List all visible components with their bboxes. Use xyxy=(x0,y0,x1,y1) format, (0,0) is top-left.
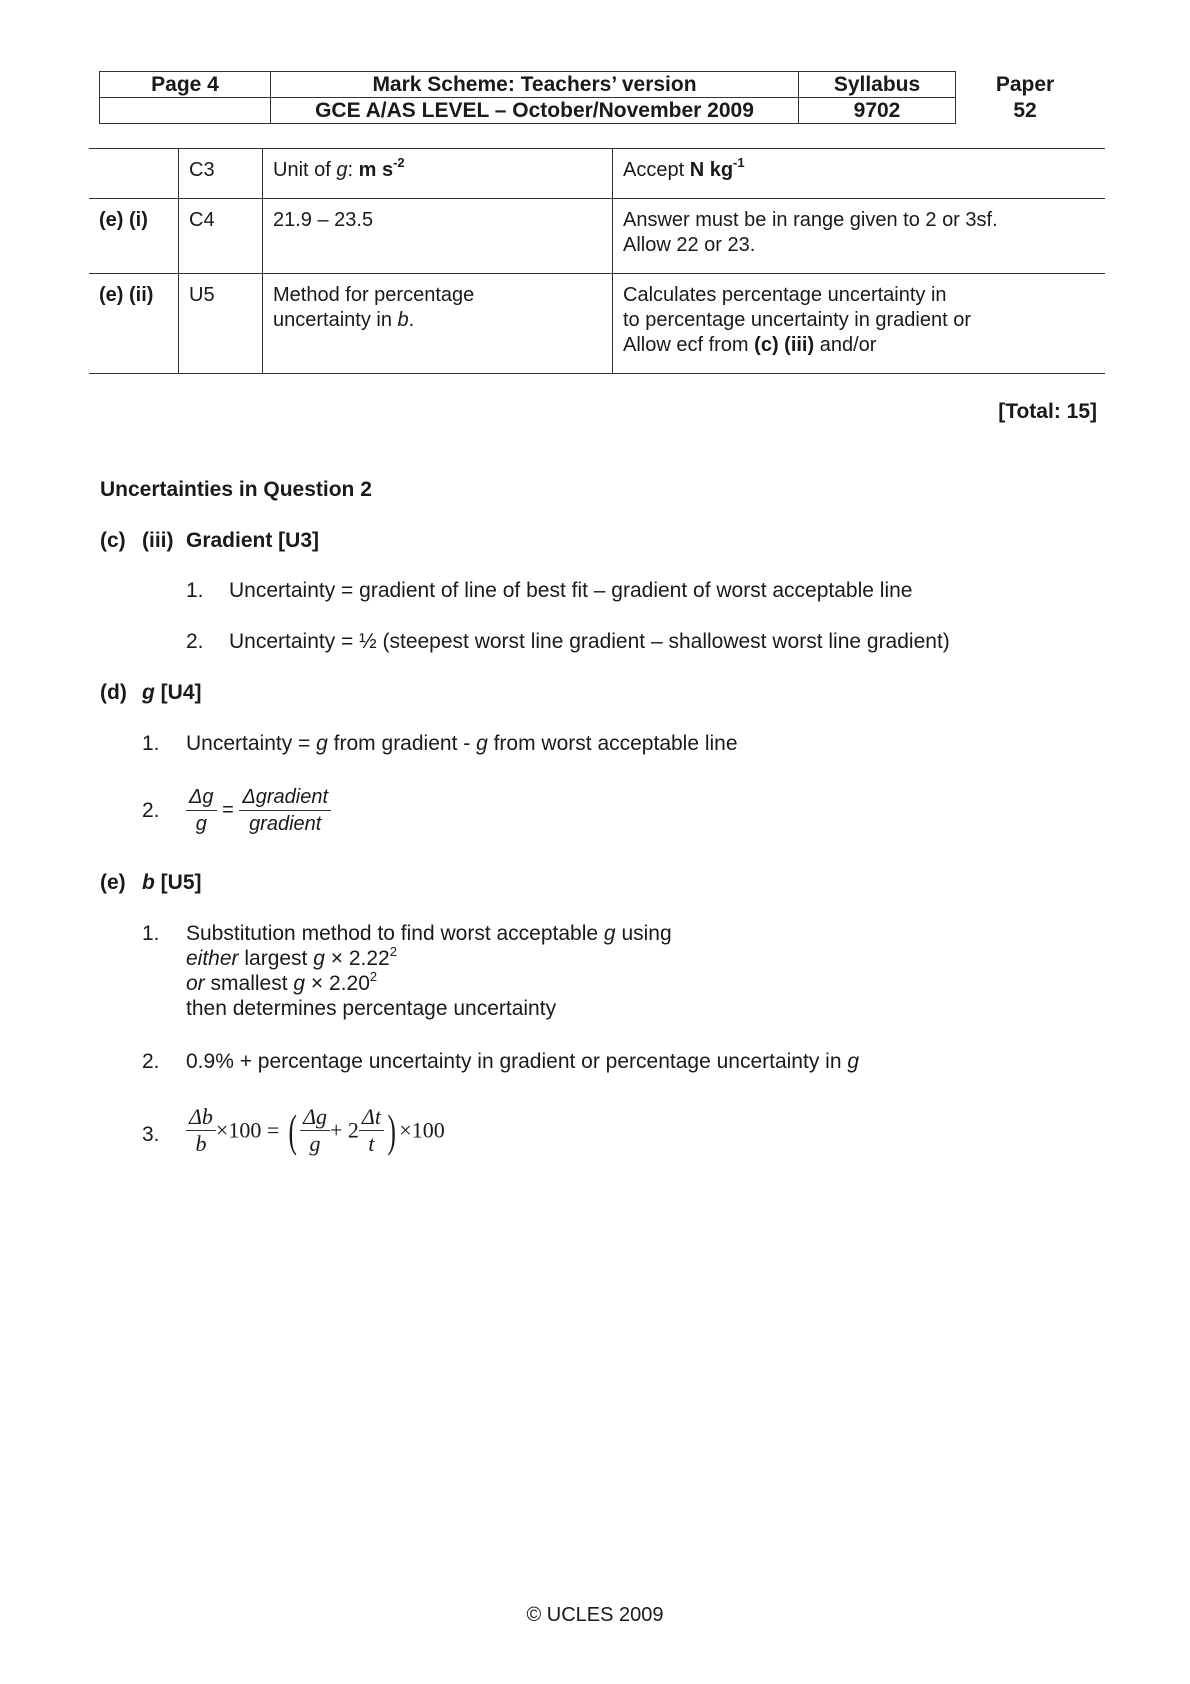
e-item3-number: 3. xyxy=(142,1123,160,1146)
c-heading: Gradient [U3] xyxy=(186,529,320,552)
table-row xyxy=(89,149,1105,199)
e-item2-number: 2. xyxy=(142,1050,160,1073)
c-item2-number: 2. xyxy=(186,630,204,653)
e-label: (e) xyxy=(100,871,126,894)
open-paren: ( xyxy=(288,1104,297,1156)
e-item2-text: 0.9% + percentage uncertainty in gradient or percentage uncertainty in g xyxy=(186,1050,860,1073)
section-title: Uncertainties in Question 2 xyxy=(100,478,372,501)
e-heading: b [U5] xyxy=(142,871,202,894)
part-cell: (e) (i) xyxy=(89,199,179,274)
c-item1-text: Uncertainty = gradient of line of best fit – gradient of worst acceptable line xyxy=(229,579,913,602)
header-table xyxy=(99,71,956,124)
table-row xyxy=(89,199,1105,274)
syllabus-code: 9702 xyxy=(799,98,956,124)
answer-cell: Method for percentage uncertainty in b. xyxy=(263,274,613,374)
c-label: (c) xyxy=(100,529,126,552)
empty-cell xyxy=(100,98,271,124)
total-marks: [Total: 15] xyxy=(998,400,1097,423)
d-heading: g [U4] xyxy=(142,681,202,704)
c-item2-text: Uncertainty = ½ (steepest worst line gradient – shallowest worst line gradient) xyxy=(229,630,950,653)
d-item1-number: 1. xyxy=(142,732,160,755)
note-cell: Answer must be in range given to 2 or 3sf. Allow 22 or 23. xyxy=(613,199,1106,274)
c-sublabel: (iii) xyxy=(142,529,174,552)
d-label: (d) xyxy=(100,681,127,704)
code-cell: C3 xyxy=(179,149,263,199)
close-paren: ) xyxy=(387,1104,396,1156)
mark-scheme-table xyxy=(89,148,1105,374)
c-item1-number: 1. xyxy=(186,579,204,602)
paper-label: Paper xyxy=(995,73,1055,96)
paper-number: 52 xyxy=(1013,99,1037,122)
d-item1-text: Uncertainty = g from gradient - g from worst acceptable line xyxy=(186,732,738,755)
code-cell: C4 xyxy=(179,199,263,274)
part-cell: (e) (ii) xyxy=(89,274,179,374)
note-cell: Calculates percentage uncertainty in to percentage uncertainty in gradient or Allow ecf from (c) (iii) and/or xyxy=(613,274,1106,374)
paper-block xyxy=(960,72,1090,124)
e-formula: $\frac{\Delta b}{b}$ ×100 = ( $\frac{\Delta g}{g}$ + 2 $\frac{\Delta t}{t}$ ) ×100 xyxy=(186,1104,445,1157)
answer-cell: 21.9 – 23.5 xyxy=(263,199,613,274)
note-cell: Accept N $kg^{-1}$ xyxy=(613,149,1106,199)
answer-cell: Unit of g: m $s^{-2}$ xyxy=(263,149,613,199)
doc-title: Mark Scheme: Teachers’ version xyxy=(271,72,799,98)
e-item1-number: 1. xyxy=(142,922,160,945)
table-row xyxy=(89,274,1105,374)
code-cell: U5 xyxy=(179,274,263,374)
footer-copyright: © UCLES 2009 xyxy=(526,1604,664,1626)
part-cell xyxy=(89,149,179,199)
e-item1-text: Substitution method to find worst acceptable g using either largest $g \times 2.22^2$ or smallest $g \times 2.20^2$ then determines percentage uncertainty xyxy=(186,922,672,1020)
d-formula: $\frac{\Delta g}{g}$ = $\frac{\text{Δgradient}}{\text{gradient}}$ xyxy=(186,784,331,837)
d-item2-number: 2. xyxy=(142,799,160,822)
page-number: Page 4 xyxy=(100,72,271,98)
exam-name: GCE A/AS LEVEL – October/November 2009 xyxy=(271,98,799,124)
syllabus-label: Syllabus xyxy=(799,72,956,98)
